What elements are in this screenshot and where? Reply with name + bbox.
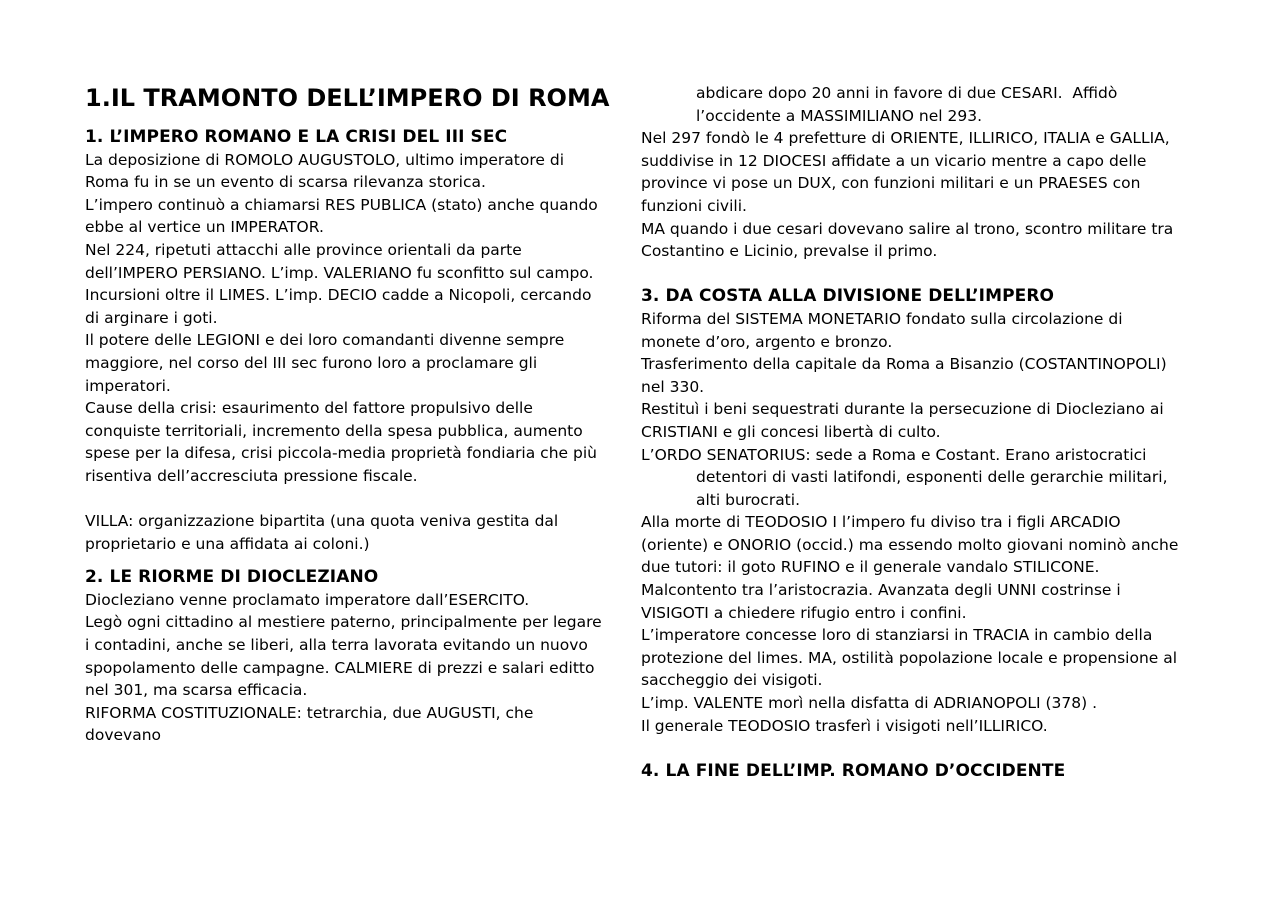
paragraph: Nel 224, ripetuti attacchi alle province orientali da parte dell’IMPERO PERSIANO. L’imp. VALERIANO fu sconfitto sul campo. Incursioni oltre il LIMES. L’imp. DECIO cadde a Nicopoli, cercando di arginare i goti. [85,240,594,327]
paragraph: Nel 297 fondò le 4 prefetture di ORIENTE, ILLIRICO, ITALIA e GALLIA, suddivise in 12 DIOCESI affidate a un vicario mentre a capo delle province vi pose un DUX, con funzioni militari e un PRAESES con funzioni civili. [641,129,1170,215]
paragraph: L’ORDO SENATORIUS: sede a Roma e Costant. Erano aristocratici [641,445,1147,464]
spacer [641,263,1181,286]
page-title: 1.IL TRAMONTO DELL’IMPERO DI ROMA [85,84,610,112]
paragraph: Diocleziano venne proclamato imperatore dall’ESERCITO. [85,590,530,609]
paragraph: Alla morte di TEODOSIO I l’impero fu diviso tra i figli ARCADIO (oriente) e ONORIO (occid.) ma essendo molto giovani nominò anche due tutori: il goto RUFINO e il generale vandalo STILICONE. Malcontento tra l’aristocrazia. Avanzata degli UNNI costrinse i VISIGOTI a chiedere rifugio entro i confini. [641,513,1179,622]
left-column [85,82,610,747]
paragraph: L’imperatore concesse loro di stanziarsi in TRACIA in cambio della protezione del limes. MA, ostilità popolazione locale e propensione al saccheggio dei visigoti. [641,626,1178,690]
section-4-heading: 4. LA FINE DELL’IMP. ROMANO D’OCCIDENTE [641,760,1066,781]
spacer [641,737,1181,760]
paragraph: Riforma del SISTEMA MONETARIO fondato sulla circolazione di monete d’oro, argento e bronzo. [641,309,1123,351]
right-column [641,82,1181,782]
paragraph: Legò ogni cittadino al mestiere paterno, principalmente per legare i contadini, anche se liberi, alla terra lavorata evitando un nuovo spopolamento delle campagne. CALMIERE di prezzi e salari editto nel 301, ma scarsa efficacia. [85,613,602,700]
section-3-heading: 3. DA COSTA ALLA DIVISIONE DELL’IMPERO [641,286,1055,307]
paragraph-indented: detentori di vasti latifondi, esponenti delle gerarchie militari, alti burocrati. [696,468,1168,509]
section-1-heading: 1. L’IMPERO ROMANO E LA CRISI DEL III SEC [85,127,508,147]
paragraph: Il generale TEODOSIO trasferì i visigoti nell’ILLIRICO. [641,716,1048,735]
paragraph: VILLA: organizzazione bipartita (una quota veniva gestita dal proprietario e una affidata ai coloni.) [85,512,559,553]
paragraph-continuation: abdicare dopo 20 anni in favore di due CESARI. Affidò l’occidente a MASSIMILIANO nel 293. [696,84,1118,125]
paragraph: MA quando i due cesari dovevano salire al trono, scontro militare tra Costantino e Licinio, prevalse il primo. [641,219,1174,261]
paragraph: L’impero continuò a chiamarsi RES PUBLICA (stato) anche quando ebbe al vertice un IMPERATOR. [85,195,598,237]
paragraph: Il potere delle LEGIONI e dei loro comandanti divenne sempre maggiore, nel corso del III sec furono loro a proclamare gli imperatori. [85,331,565,395]
paragraph: RIFORMA COSTITUZIONALE: tetrarchia, due AUGUSTI, che dovevano [85,703,534,745]
section-2-heading: 2. LE RIORME DI DIOCLEZIANO [85,567,379,588]
paragraph: Trasferimento della capitale da Roma a Bisanzio (COSTANTINOPOLI) nel 330. [641,355,1167,396]
spacer [85,488,610,511]
paragraph: Cause della crisi: esaurimento del fattore propulsivo delle conquiste territoriali, incremento della spesa pubblica, aumento spese per la difesa, crisi piccola-media proprietà fondiaria che più risentiva dell’accresciuta pressione fiscale. [85,399,597,485]
spacer [85,555,610,566]
paragraph: L’imp. VALENTE morì nella disfatta di ADRIANOPOLI (378) . [641,694,1097,713]
paragraph: Restituì i beni sequestrati durante la persecuzione di Diocleziano ai CRISTIANI e gli concesi libertà di culto. [641,400,1164,441]
paragraph: La deposizione di ROMOLO AUGUSTOLO, ultimo imperatore di Roma fu in se un evento di scarsa rilevanza storica. [85,150,565,192]
